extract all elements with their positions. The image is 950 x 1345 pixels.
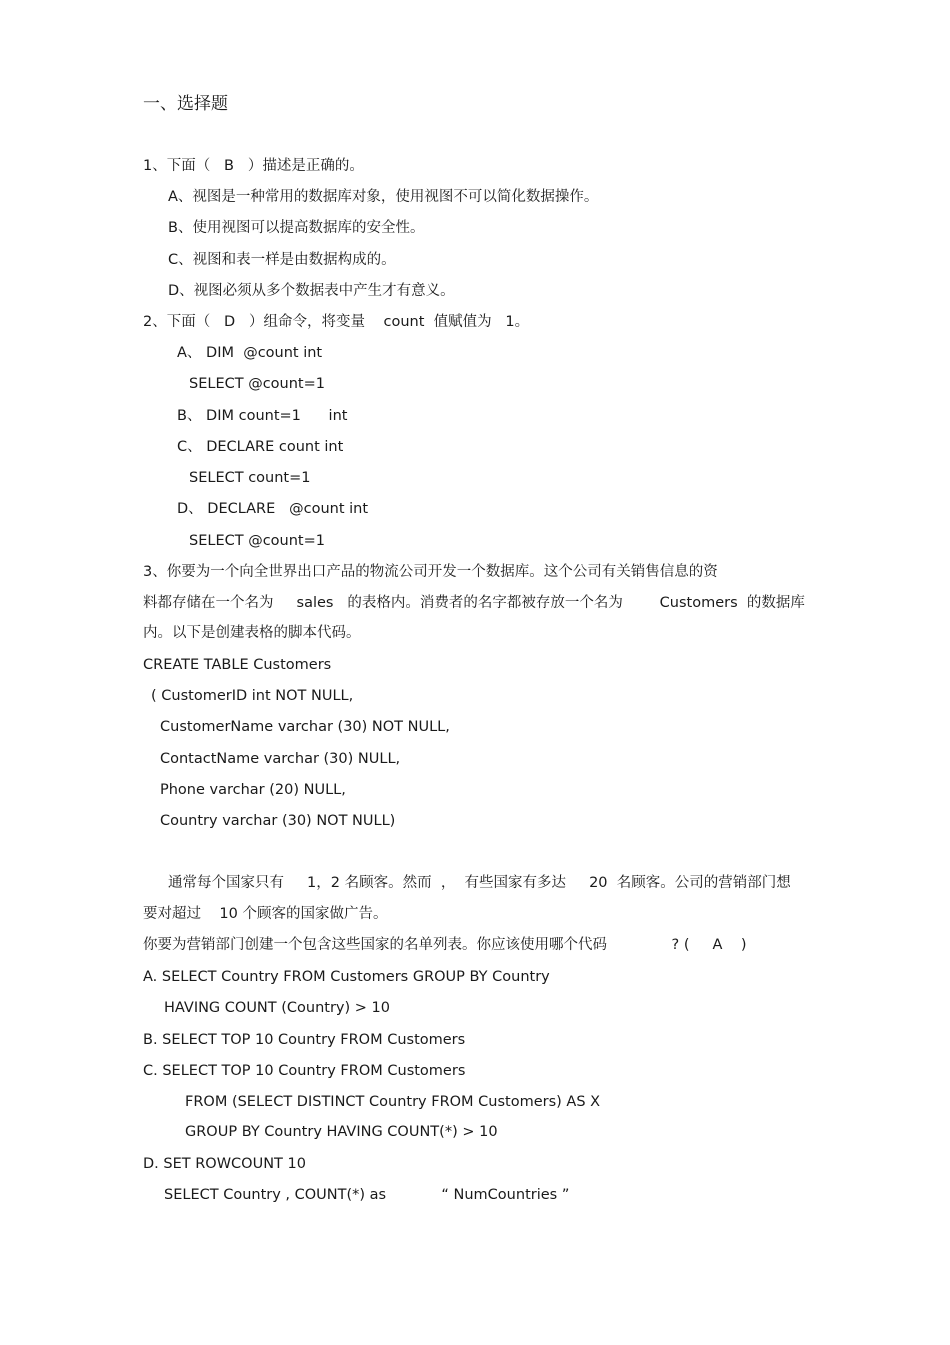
question-2-line: SELECT @count=1 (189, 533, 325, 549)
question-1-stem: 1、下面（ B ）描述是正确的。 (143, 158, 364, 174)
sql-code-line: Phone varchar (20) NULL, (160, 782, 346, 798)
question-3-option-line: D. SET ROWCOUNT 10 (143, 1156, 306, 1172)
question-3-option-line: FROM (SELECT DISTINCT Country FROM Customers) AS X (185, 1094, 601, 1110)
question-1-option-d: D、视图必须从多个数据表中产生才有意义。 (168, 283, 455, 299)
question-3-option-line: A. SELECT Country FROM Customers GROUP BY Country (143, 969, 550, 985)
question-3-option-line: B. SELECT TOP 10 Country FROM Customers (143, 1032, 466, 1048)
question-1-option-b: B、使用视图可以提高数据库的安全性。 (168, 220, 425, 236)
sql-code-line: Country varchar (30) NOT NULL) (160, 813, 396, 829)
sql-code-line: ContactName varchar (30) NULL, (160, 751, 401, 767)
question-3-intro-line: 内。以下是创建表格的脚本代码。 (143, 625, 361, 641)
question-3-option-line: SELECT Country , COUNT(*) as “ NumCountries ” (164, 1187, 570, 1203)
sql-code-line: CustomerName varchar (30) NOT NULL, (160, 719, 450, 735)
question-3-intro-line: 料都存储在一个名为 sales 的表格内。消费者的名字都被存放一个名为 Customers 的数据库 (143, 595, 805, 611)
question-2-stem: 2、下面（ D ）组命令，将变量 count 值赋值为 1。 (143, 314, 530, 330)
sql-code-line: CREATE TABLE Customers (143, 657, 332, 673)
question-3-intro-line: 3、你要为一个向全世界出口产品的物流公司开发一个数据库。这个公司有关销售信息的资 (143, 564, 718, 580)
section-title: 一、选择题 (143, 94, 228, 114)
question-2-line: SELECT count=1 (189, 470, 311, 486)
question-1-option-a: A、视图是一种常用的数据库对象，使用视图不可以简化数据操作。 (168, 189, 599, 205)
question-1-option-c: C、视图和表一样是由数据构成的。 (168, 252, 396, 268)
question-3-scenario-line: 要对超过 10 个顾客的国家做广告。 (143, 906, 388, 922)
question-3-option-line: HAVING COUNT (Country) > 10 (164, 1000, 390, 1016)
question-2-line: C、 DECLARE count int (177, 439, 344, 455)
question-3-scenario-line: 你要为营销部门创建一个包含这些国家的名单列表。你应该使用哪个代码 ? ( A ) (143, 937, 747, 953)
question-2-line: SELECT @count=1 (189, 376, 325, 392)
question-2-line: B、 DIM count=1 int (177, 408, 348, 424)
question-3-option-line: GROUP BY Country HAVING COUNT(*) > 10 (185, 1124, 498, 1140)
question-2-line: D、 DECLARE @count int (177, 501, 369, 517)
sql-code-line: ( CustomerID int NOT NULL, (151, 688, 354, 704)
question-3-option-line: C. SELECT TOP 10 Country FROM Customers (143, 1063, 466, 1079)
question-2-line: A、 DIM @count int (177, 345, 323, 361)
question-3-scenario-line: 通常每个国家只有 1，2 名顾客。然而 ， 有些国家有多达 20 名顾客。公司的营销部门想 (168, 875, 791, 891)
